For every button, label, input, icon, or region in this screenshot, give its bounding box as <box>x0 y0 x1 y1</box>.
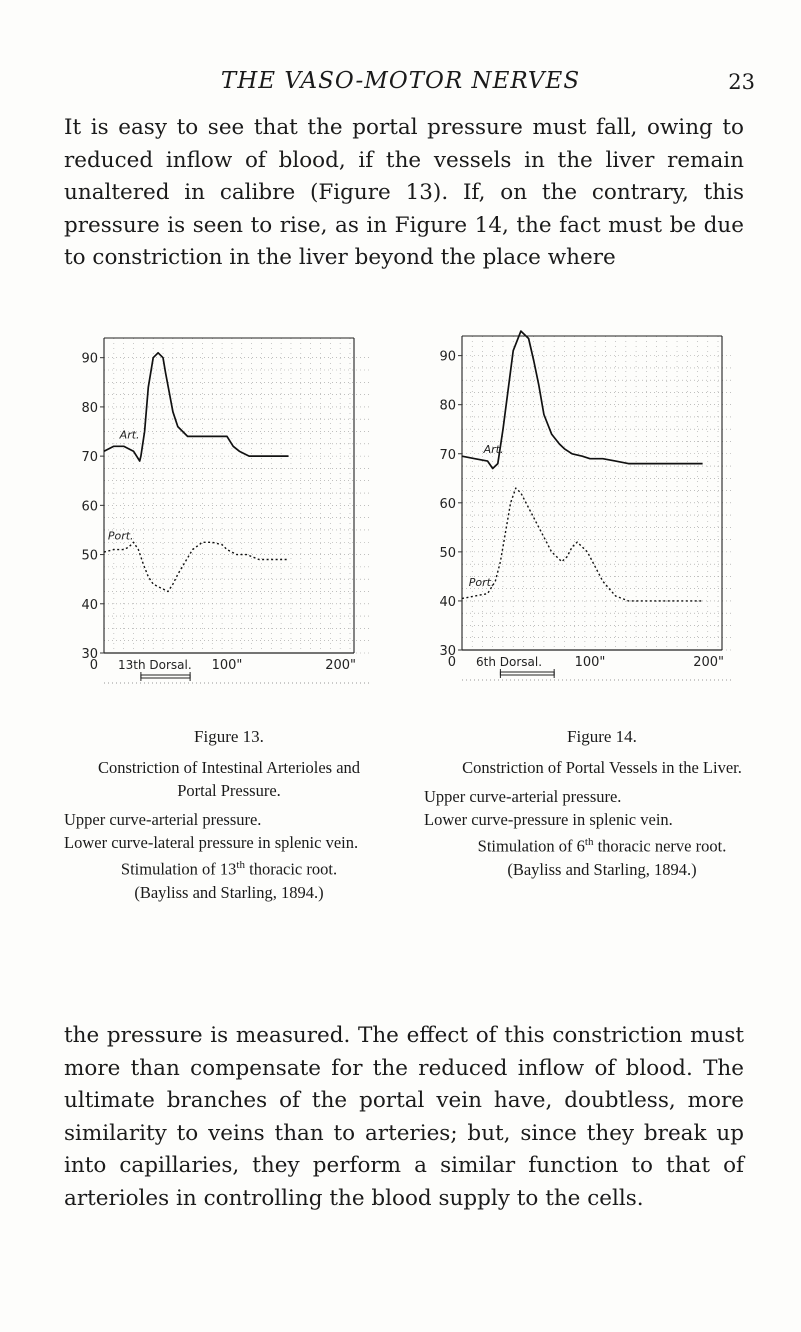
fig13-stim-label: 13th Dorsal. <box>118 658 192 672</box>
fig14-label-art: Art. <box>483 443 504 457</box>
fig14-stim-marker <box>500 672 554 675</box>
fig14-label-port: Port. <box>468 576 495 590</box>
fig13-y-tick-label-70: 70 <box>81 450 98 466</box>
figure-13-stimulation <box>64 854 394 881</box>
figure-13-upper-curve: Upper curve-arterial pressure. <box>64 810 262 829</box>
fig14-y-tick-label-80: 80 <box>439 398 456 414</box>
figure-13-stim-sup: th <box>236 859 245 871</box>
figure-13-chart <box>60 318 380 693</box>
fig14-y-tick-label-90: 90 <box>439 349 456 365</box>
fig14-y-tick-label-70: 70 <box>439 447 456 463</box>
fig14-x-tick-label-100: 100" <box>574 655 606 670</box>
figure-13-caption <box>64 725 394 904</box>
fig14-x-tick-label-0: 0 <box>447 655 456 670</box>
page-number: 23 <box>728 70 755 94</box>
figure-14-title-line-1: Constriction of Portal Vessels in the Liver. <box>462 758 742 777</box>
fig13-stim-marker <box>141 675 190 678</box>
figure-13-stim-prefix: Stimulation of 13 <box>120 859 237 879</box>
fig13-y-tick-label-30: 30 <box>81 647 98 662</box>
fig13-y-tick-label-60: 60 <box>81 499 98 515</box>
fig13-y-tick-label-50: 50 <box>81 548 98 564</box>
paragraph-bottom: the pressure is measured. The effect of this constriction must more than compensate for the reduced inflow of blood. The ultimate branches of the portal vein have, doubtless, more similarity to veins than to arteries; but, since they break up into capillaries, they perform a similar function to that of arterioles in controlling the blood supply to the cells. <box>64 1023 744 1211</box>
fig13-x-tick-label-100: 100" <box>211 658 243 673</box>
figure-13-title <box>64 756 394 802</box>
figure-14-title <box>402 756 801 779</box>
paragraph-top: It is easy to see that the portal pressure must fall, owing to reduced inflow of blood, if the vessels in the liver remain unaltered in calibre (Figure 13). If, on the contrary, this pressure is seen to rise, as in Figure 14, the fact must be due to constriction in the liver beyond the place where <box>64 115 744 270</box>
fig14-x-tick-label-200: 200" <box>693 655 724 670</box>
fig13-y-tick-label-90: 90 <box>81 351 98 367</box>
fig13-y-tick-label-40: 40 <box>81 597 98 613</box>
figure-14-stim-sup: th <box>584 836 594 848</box>
fig14-stim-label: 6th Dorsal. <box>476 655 543 669</box>
figure-14-stim-prefix: Stimulation of 6 <box>477 836 585 856</box>
fig13-label-art: Art. <box>119 428 140 442</box>
figure-13-title-line-2: Portal Pressure. <box>177 781 281 800</box>
figure-13-number: Figure 13. <box>194 727 264 746</box>
fig14-y-tick-label-40: 40 <box>439 594 456 610</box>
figure-14-lower-curve: Lower curve-pressure in splenic vein. <box>424 810 673 829</box>
fig13-label-port: Port. <box>107 529 134 543</box>
figure-14-upper-curve: Upper curve-arterial pressure. <box>424 787 622 806</box>
fig13-x-tick-label-200: 200" <box>325 658 356 673</box>
figure-13-source: (Bayliss and Starling, 1894.) <box>134 882 324 902</box>
figure-13-title-line-1: Constriction of Intestinal Arterioles and <box>97 758 361 777</box>
running-head: THE VASO-MOTOR NERVES <box>220 68 581 94</box>
fig14-y-tick-label-60: 60 <box>439 496 456 512</box>
figure-14-number: Figure 14. <box>567 727 637 746</box>
fig13-y-tick-label-80: 80 <box>81 400 98 416</box>
fig14-y-tick-label-30: 30 <box>439 644 456 659</box>
figure-13-lower-curve: Lower curve-lateral pressure in splenic vein. <box>64 833 359 852</box>
fig13-x-tick-label-0: 0 <box>89 658 98 673</box>
fig14-y-tick-label-50: 50 <box>439 545 456 561</box>
figure-14-chart <box>420 318 740 693</box>
figure-13-stim-suffix: thoracic root. <box>244 859 338 879</box>
figure-14-stim-suffix: thoracic nerve root. <box>593 836 727 856</box>
fig14-series-port <box>462 488 703 601</box>
figure-14-stimulation <box>402 831 801 858</box>
figure-14-source: (Bayliss and Starling, 1894.) <box>507 859 697 879</box>
figure-14-caption <box>402 725 801 881</box>
